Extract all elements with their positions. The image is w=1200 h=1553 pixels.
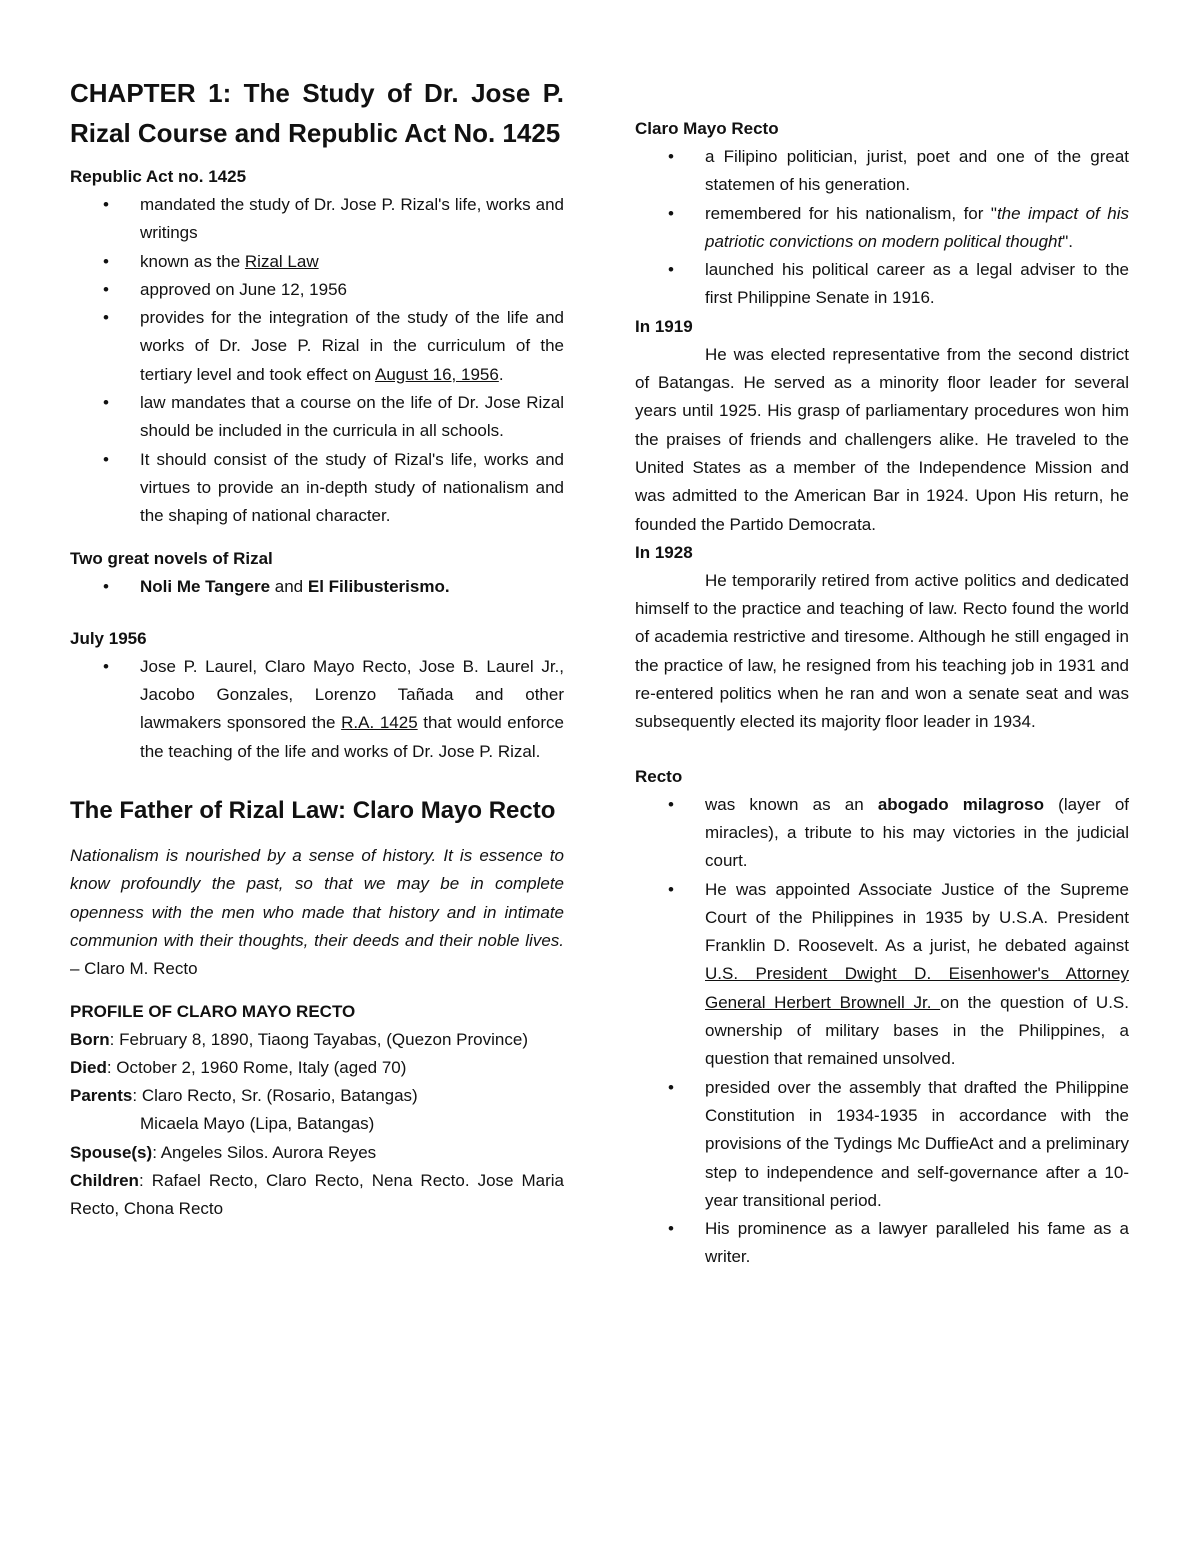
list-item: • Noli Me Tangere and El Filibusterismo. (70, 573, 564, 601)
list-item: • launched his political career as a legal adviser to the first Philippine Senate in 1916. (635, 256, 1129, 313)
ra-link: R.A. 1425 (341, 713, 418, 733)
july-heading: July 1956 (70, 628, 147, 648)
list-item: • It should consist of the study of Rizal's life, works and virtues to provide an in-depth study of nationalism and the shaping of national character. (70, 446, 564, 531)
ra-heading: Republic Act no. 1425 (70, 167, 247, 186)
list-item: • approved on June 12, 1956 (70, 276, 564, 304)
july-list (70, 653, 564, 766)
list-item: • remembered for his nationalism, for "the impact of his patriotic convictions on modern political thought". (635, 200, 1129, 257)
year-1919-text: He was elected representative from the second district of Batangas. He served as a minority floor leader for several years until 1925. His grasp of parliamentary procedures won him the praises of friends and challengers alike. He traveled to the United States as a member of the Independence Mission and was admitted to the American Bar in 1924. Upon His return, he founded the Partido Democrata. (635, 344, 1129, 534)
list-item: • presided over the assembly that drafted the Philippine Constitution in 1934-1935 in accordance with the provisions of the Tydings Mc DuffieAct and a preliminary step to independence and self-governance after a 10-year transitional period. (635, 1074, 1129, 1215)
novels-heading: Two great novels of Rizal (70, 548, 273, 568)
cmr-heading: Claro Mayo Recto (635, 119, 779, 138)
list-item: • a Filipino politician, jurist, poet and one of the great statemen of his generation. (635, 143, 1129, 200)
profile-heading: PROFILE OF CLARO MAYO RECTO (70, 1001, 356, 1021)
year-1919-heading: In 1919 (635, 316, 693, 336)
list-item: • law mandates that a course on the life of Dr. Jose Rizal should be included in the curricula in all schools. (70, 389, 564, 446)
cmr-list (635, 143, 1129, 313)
list-item: • was known as an abogado milagroso (layer of miracles), a tribute to his may victories in the judicial court. (635, 791, 1129, 876)
list-item: • His prominence as a lawyer paralleled his fame as a writer. (635, 1215, 1129, 1272)
list-item: • He was appointed Associate Justice of the Supreme Court of the Philippines in 1935 by U.S.A. President Franklin D. Roosevelt. As a jurist, he debated against U.S. President Dwight D. Eisenhower's Attorney General Herbert Brownell Jr. on the question of U.S. ownership of military bases in the Philippines, a question that remained unsolved. (635, 876, 1129, 1074)
profile-spouse: Spouse(s): Angeles Silos. Aurora Reyes (70, 1142, 377, 1162)
list-item: • Jose P. Laurel, Claro Mayo Recto, Jose B. Laurel Jr., Jacobo Gonzales, Lorenzo Tañada and other lawmakers sponsored the R.A. 1425 that would enforce the teaching of the life and works of Dr. Jose P. Rizal. (70, 653, 564, 766)
rizal-law-link: Rizal Law (244, 251, 319, 271)
list-item: • mandated the study of Dr. Jose P. Rizal's life, works and writings (70, 191, 564, 248)
list-item: • provides for the integration of the study of the life and works of Dr. Jose P. Rizal in the curriculum of the tertiary level and took effect on August 16, 1956. (70, 304, 564, 389)
brownell-link: U.S. President Dwight D. Eisenhower's Attorney General Herbert Brownell Jr. (705, 964, 1129, 1012)
profile-died: Died: October 2, 1960 Rome, Italy (aged 70) (70, 1057, 407, 1077)
profile-parents: Parents: Claro Recto, Sr. (Rosario, Batangas) (70, 1086, 418, 1106)
list-item: • known as the Rizal Law (70, 248, 564, 276)
year-1928-text: He temporarily retired from active politics and dedicated himself to the practice and teaching of law. Recto found the world of academia restrictive and tiresome. Although he still engaged in the practice of law, he resigned from his teaching job in 1931 and re-entered politics when he ran and won a senate seat and was subsequently elected its majority floor leader in 1934. (635, 570, 1129, 732)
quote: Nationalism is nourished by a sense of history. It is essence to know profoundly the past, so that we may be in complete openness with the men who made that history and in intimate communion with their thoughts, their deeds and their noble lives. – Claro M. Recto (70, 846, 564, 979)
right-column (635, 0, 1129, 1272)
chapter-title: CHAPTER 1: The Study of Dr. Jose P. Rizal Course and Republic Act No. 1425 (70, 78, 564, 148)
profile-parents-2: Micaela Mayo (Lipa, Batangas) (140, 1114, 375, 1134)
date-link: August 16, 1956 (375, 364, 499, 384)
recto-heading: Recto (635, 766, 683, 786)
left-column (70, 0, 564, 1224)
ra-list (70, 191, 564, 531)
novels-list (70, 573, 564, 601)
profile-born: Born: February 8, 1890, Tiaong Tayabas, (Quezon Province) (70, 1029, 528, 1049)
father-title: The Father of Rizal Law: Claro Mayo Recto (70, 797, 556, 825)
profile-children: Children: Rafael Recto, Claro Recto, Nena Recto. Jose Maria Recto, Chona Recto (70, 1171, 564, 1219)
recto-list (635, 791, 1129, 1272)
year-1928-heading: In 1928 (635, 542, 693, 562)
